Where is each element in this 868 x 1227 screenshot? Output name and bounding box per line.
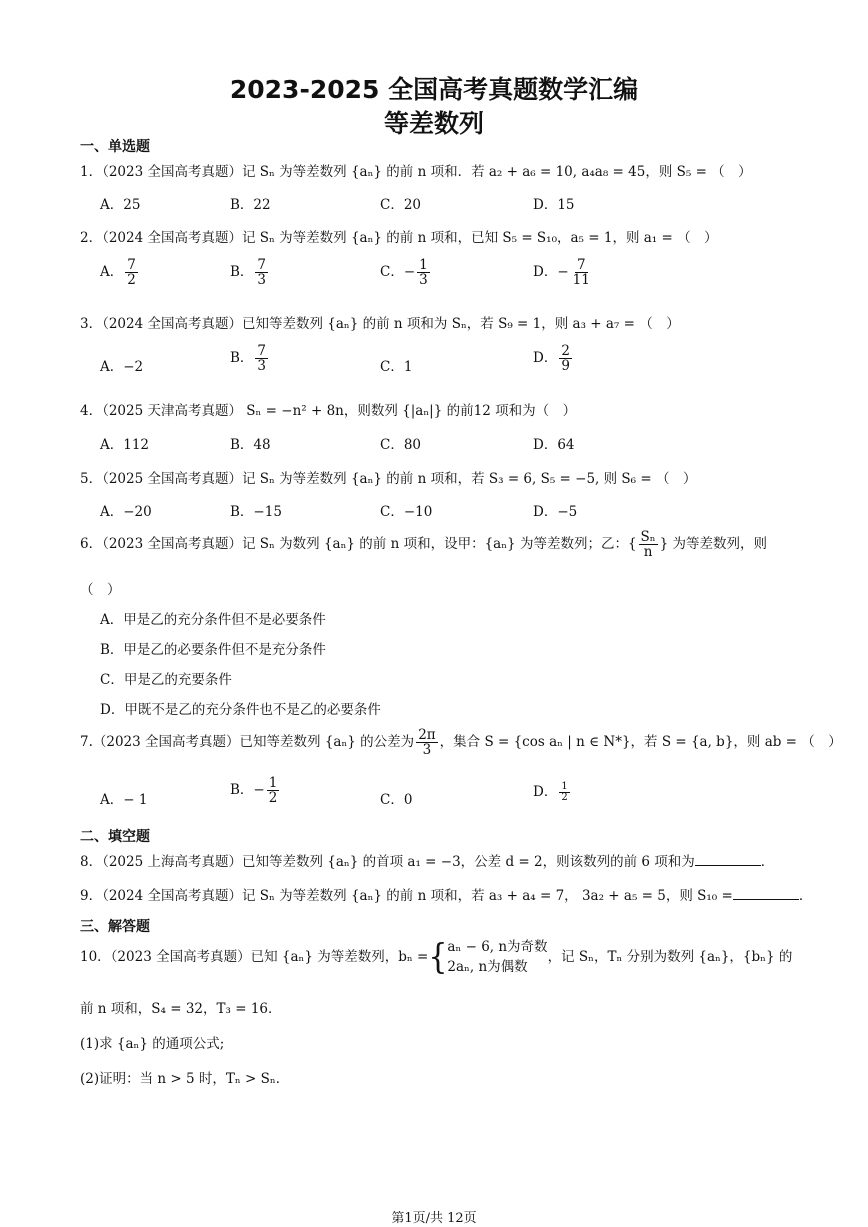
question-6-paren: （ ） (80, 582, 121, 598)
page-number: 第1页/共 12页 (391, 1211, 477, 1226)
option-b: B． $\frac{7}{3}$ (230, 343, 267, 375)
option-c: C．−10 (380, 504, 433, 520)
question-10-line2: 前 n 项和，S₄ = 32，T₃ = 16． (80, 1001, 282, 1017)
section-heading-fill-in: 二、填空题 (80, 829, 150, 845)
option-b: B．− $\frac{1}{2}$ (230, 775, 278, 807)
section-heading-single-choice: 一、单选题 (80, 139, 150, 155)
question-2-text: 2．（2024 全国高考真题）记 Sₙ 为等差数列 {aₙ} 的前 n 项和，已知 S₅ = S₁₀，a₅ = 1，则 a₁ = （ ） (80, 230, 718, 246)
option-d: D．甲既不是乙的充分条件也不是乙的必要条件 (100, 702, 381, 718)
option-b: B．甲是乙的必要条件但不是充分条件 (100, 642, 326, 658)
option-c: C．20 (380, 197, 422, 213)
option-d: D．64 (533, 437, 575, 453)
option-d: D． $\frac{1}{2}$ (533, 780, 568, 803)
option-b: B．−15 (230, 504, 282, 520)
option-b: B．48 (230, 437, 271, 453)
answer-blank[interactable] (695, 853, 761, 866)
option-c: C．甲是乙的充要条件 (100, 672, 232, 688)
document-title: 2023-2025 全国高考真题数学汇编 (229, 75, 639, 104)
question-8-text: 8．（2025 上海高考真题）已知等差数列 {aₙ} 的首项 a₁ = −3，公差 d = 2，则该数列的前 6 项和为 ． (80, 854, 775, 870)
question-1-text: 1．（2023 全国高考真题）记 Sₙ 为等差数列 {aₙ} 的前 n 项和．若 a₂ + a₆ = 10, a₄a₈ = 45，则 S₅ = （ ） (80, 164, 752, 180)
question-10-part1: (1)求 {aₙ} 的通项公式; (80, 1036, 225, 1052)
option-a: A．−20 (100, 504, 152, 520)
question-4-text: 4．（2025 天津高考真题） Sₙ = −n² + 8n，则数列 {|aₙ|} 的前12 项和为（ ） (80, 403, 577, 419)
question-3-text: 3．（2024 全国高考真题）已知等差数列 {aₙ} 的前 n 项和为 Sₙ，若 S₉ = 1，则 a₃ + a₇ = （ ） (80, 316, 680, 332)
option-a: A．112 (100, 437, 150, 453)
question-10-text: 10．（2023 全国高考真题）已知 {aₙ} 为等差数列，bₙ ={ aₙ − 6, n为奇数 2aₙ, n为偶数 ，记 Sₙ，Tₙ 分别为数列 {aₙ}，{bₙ} 的 (80, 936, 793, 978)
option-d: D． $\frac{2}{9}$ (533, 343, 570, 375)
document-subtitle: 等差数列 (383, 109, 484, 138)
question-9-text: 9．（2024 全国高考真题）记 Sₙ 为等差数列 {aₙ} 的前 n 项和，若 a₃ + a₄ = 7， 3a₂ + a₅ = 5，则 S₁₀ = ． (80, 888, 813, 904)
option-b: B． $\frac{7}{3}$ (230, 257, 267, 289)
option-c: C．− $\frac{1}{3}$ (380, 257, 428, 289)
option-b: B．22 (230, 197, 271, 213)
section-heading-solution: 三、解答题 (80, 919, 150, 935)
option-a: A．25 (100, 197, 141, 213)
answer-blank[interactable] (733, 887, 799, 900)
question-10-part2: (2)证明：当 n > 5 时，Tₙ > Sₙ． (80, 1071, 290, 1087)
left-brace-icon: { (428, 936, 448, 978)
option-a: A．−2 (100, 359, 144, 375)
option-c: C．1 (380, 359, 413, 375)
question-7-text: 7.（2023 全国高考真题）已知等差数列 {aₙ} 的公差为 $\frac{2\pi}{3}$ ，集合 S = {cos aₙ | n ∈ N*}，若 S = {a, b}，则 ab = （ ） (80, 727, 842, 759)
option-d: D．−5 (533, 504, 578, 520)
question-6-text: 6．（2023 全国高考真题）记 Sₙ 为数列 {aₙ} 的前 n 项和，设甲：{aₙ} 为等差数列；乙：{ $\frac{\text{Sₙ}}{n}$ } 为等差数列，则 (80, 529, 768, 561)
option-d: D．15 (533, 197, 575, 213)
question-5-text: 5．（2025 全国高考真题）记 Sₙ 为等差数列 {aₙ} 的前 n 项和，若 S₃ = 6, S₅ = −5, 则 S₆ = （ ） (80, 471, 697, 487)
option-a: A．− 1 (100, 792, 148, 808)
option-a: A． $\frac{7}{2}$ (100, 257, 136, 289)
option-c: C．0 (380, 792, 413, 808)
option-d: D．− $\frac{7}{11}$ (533, 257, 590, 289)
option-a: A．甲是乙的充分条件但不是必要条件 (100, 612, 326, 628)
option-c: C．80 (380, 437, 422, 453)
